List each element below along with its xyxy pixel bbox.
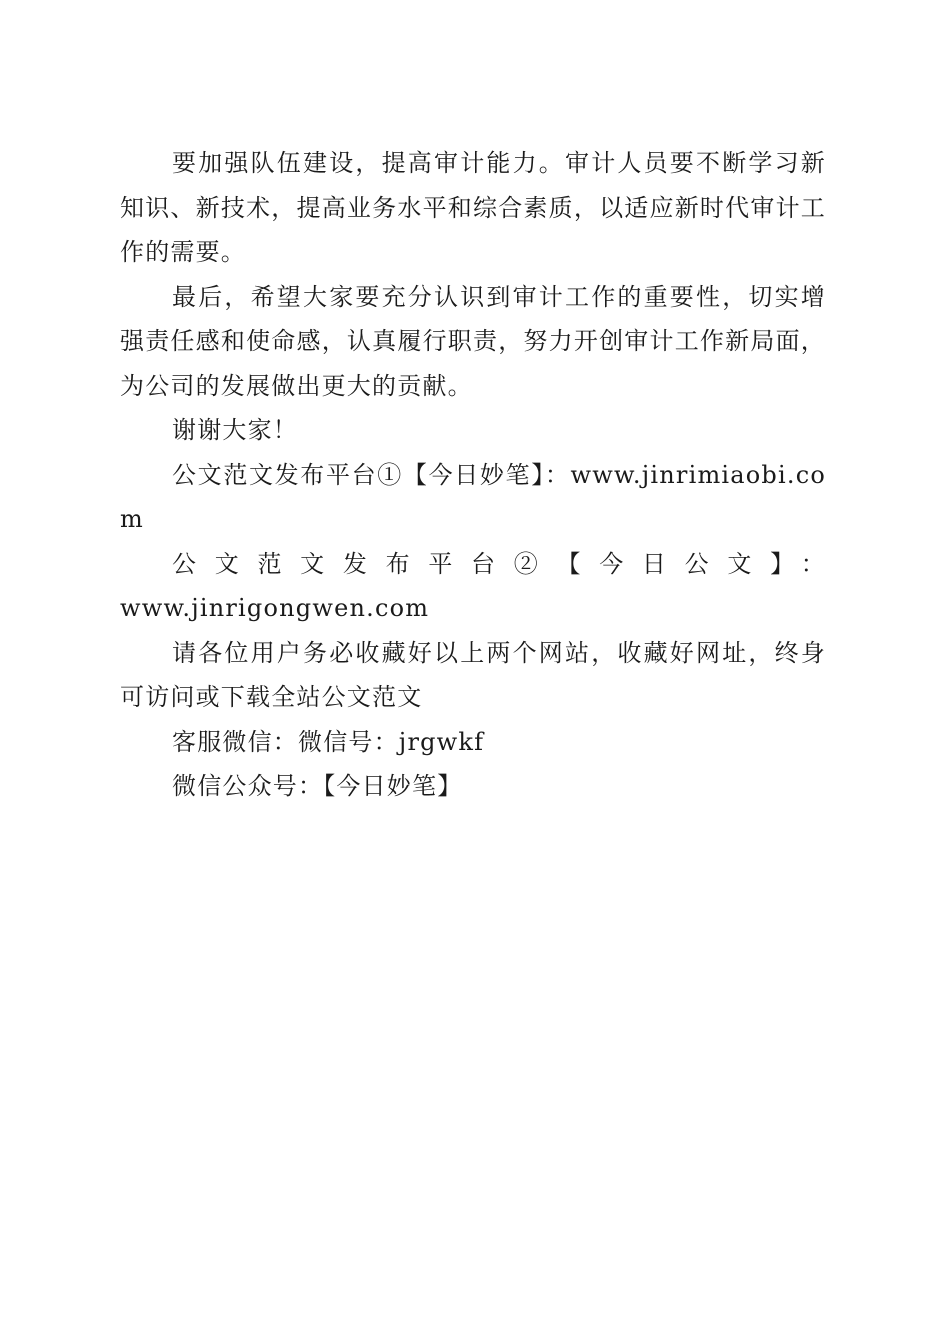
wechat-service-line: 客服微信：微信号：jrgwkf (172, 727, 485, 756)
platform-2-url: www.jinrigongwen.com (120, 594, 430, 622)
paragraph-closing-remarks: 最后，希望大家要充分认识到审计工作的重要性，切实增强责任感和使命感，认真履行职责，努力开创审计工作新局面，为公司的发展做出更大的贡献。 (120, 282, 826, 400)
paragraph-team-building: 要加强队伍建设，提高审计能力。审计人员要不断学习新知识、新技术，提高业务水平和综合素质，以适应新时代审计工作的需要。 (120, 149, 826, 266)
platform-1-line: 公文范文发布平台①【今日妙笔】：www.jinrimiaobi.com (120, 460, 826, 533)
platform-2-label: 公文范文发布平台②【今日公文】： (172, 549, 826, 578)
wechat-official-line: 微信公众号：【今日妙笔】 (172, 772, 463, 800)
document-body (120, 141, 826, 809)
bookmark-notice: 请各位用户务必收藏好以上两个网站，收藏好网址，终身可访问或下载全站公文范文 (120, 638, 826, 711)
paragraph-thanks: 谢谢大家！ (172, 416, 298, 444)
